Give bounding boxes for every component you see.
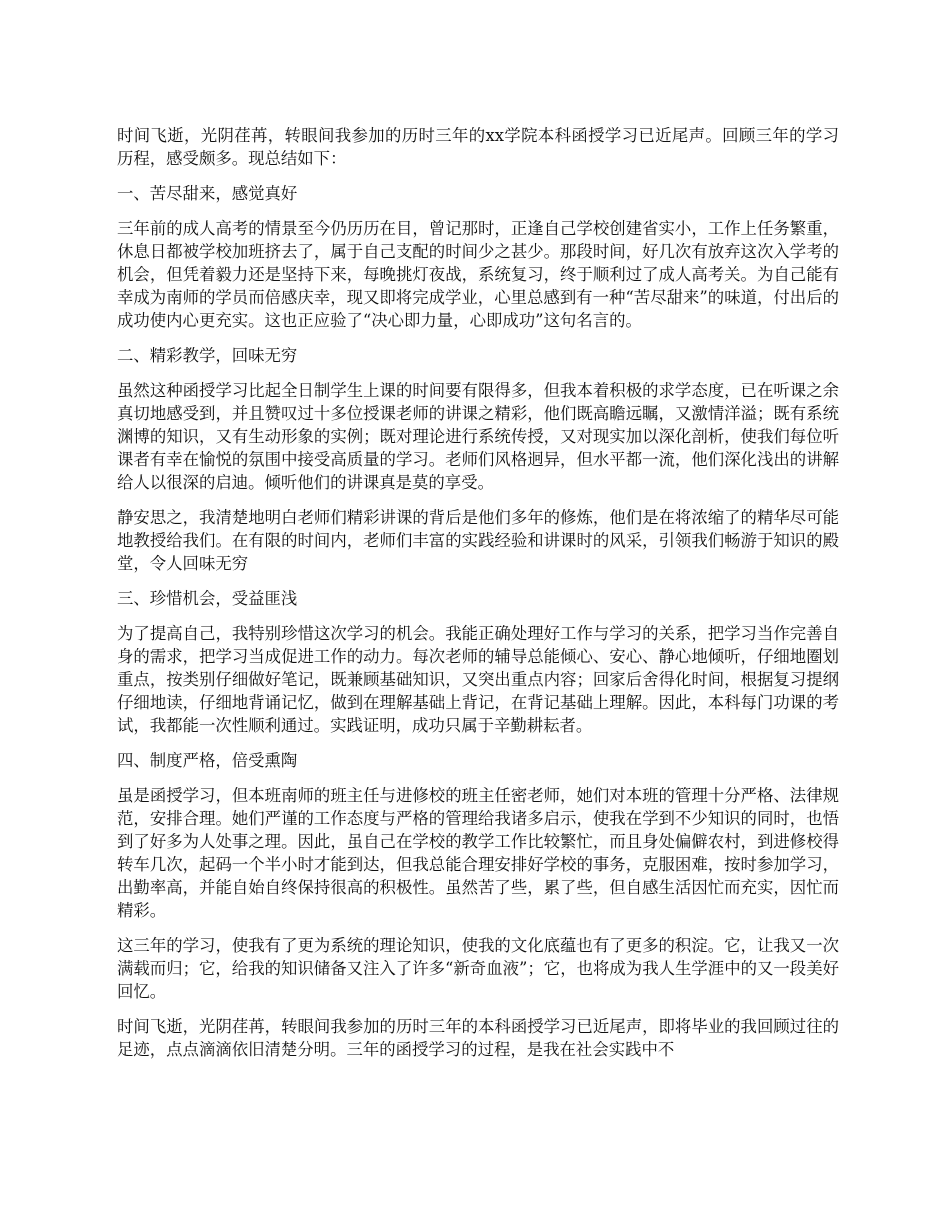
paragraph-section-2b: 静安思之，我清楚地明白老师们精彩讲课的背后是他们多年的修炼，他们是在将浓缩了的精华尽可能地教授给我们。在有限的时间内，老师们丰富的实践经验和讲课时的风采，引领我们畅游于知识的殿堂，令人回味无穷: [117, 508, 839, 573]
paragraph-section-1: 三年前的成人高考的情景至今仍历历在目，曾记那时，正逢自己学校创建省实小，工作上任务繁重，休息日都被学校加班挤去了，属于自己支配的时间少之甚少。那段时间，好几次有放弃这次入学考的机会，但凭着毅力还是坚持下来，每晚挑灯夜战，系统复习，终于顺利过了成人高考关。为自己能有幸成为南师的学员而倍感庆幸，现又即将完成学业，心里总感到有一种“苦尽甜来”的味道，付出后的成功使内心更充实。这也正应验了“决心即力量，心即成功”这句名言的。: [117, 219, 839, 330]
paragraph-closing: 时间飞逝，光阴荏苒，转眼间我参加的历时三年的本科函授学习已近尾声，即将毕业的我回顾过往的足迹，点点滴滴依旧清楚分明。三年的函授学习的过程，是我在社会实践中不: [117, 1017, 839, 1059]
paragraph-summary: 这三年的学习，使我有了更为系统的理论知识，使我的文化底蕴也有了更多的积淀。它，让我又一次满载而归；它，给我的知识储备又注入了许多“新奇血液”；它，也将成为我人生学涯中的又一段美好回忆。: [117, 936, 839, 1001]
section-heading-3: 三、珍惜机会，受益匪浅: [117, 589, 298, 608]
paragraph-intro: 时间飞逝，光阴荏苒，转眼间我参加的历时三年的xx学院本科函授学习已近尾声。回顾三年的学习历程，感受颇多。现总结如下：: [117, 126, 839, 168]
section-heading-1: 一、苦尽甜来，感觉真好: [117, 184, 298, 203]
document-body: [117, 124, 839, 1073]
paragraph-section-2a: 虽然这种函授学习比起全日制学生上课的时间要有限得多，但我本着积极的求学态度，已在听课之余真切地感受到，并且赞叹过十多位授课老师的讲课之精彩，他们既高瞻远瞩，又激情洋溢；既有系统渊博的知识，又有生动形象的实例；既对理论进行系统传授，又对现实加以深化剖析，使我们每位听课者有幸在愉悦的氛围中接受高质量的学习。老师们风格迥异，但水平都一流，他们深化浅出的讲解给人以很深的启迪。倾听他们的讲课真是莫的享受。: [117, 381, 839, 492]
paragraph-section-3: 为了提高自己，我特别珍惜这次学习的机会。我能正确处理好工作与学习的关系，把学习当作完善自身的需求，把学习当成促进工作的动力。每次老师的辅导总能倾心、安心、静心地倾听，仔细地圈划重点，按类别仔细做好笔记，既兼顾基础知识，又突出重点内容；回家后舍得化时间，根据复习提纲仔细地读，仔细地背诵记忆，做到在理解基础上背记，在背记基础上理解。因此，本科每门功课的考试，我都能一次性顺利通过。实践证明，成功只属于辛勤耕耘者。: [117, 624, 839, 735]
paragraph-section-4: 虽是函授学习，但本班南师的班主任与进修校的班主任密老师，她们对本班的管理十分严格、法律规范，安排合理。她们严谨的工作态度与严格的管理给我诸多启示，使我在学到不少知识的同时，也悟到了好多为人处事之理。因此，虽自己在学校的教学工作比较繁忙，而且身处偏僻农村，到进修校得转车几次，起码一个半小时才能到达，但我总能合理安排好学校的事务，克服困难，按时参加学习，出勤率高，并能自始自终保持很高的积极性。虽然苦了些，累了些，但自感生活因忙而充实，因忙而精彩。: [117, 786, 839, 920]
section-heading-4: 四、制度严格，倍受熏陶: [117, 751, 298, 770]
section-heading-2: 二、精彩教学，回味无穷: [117, 346, 298, 365]
